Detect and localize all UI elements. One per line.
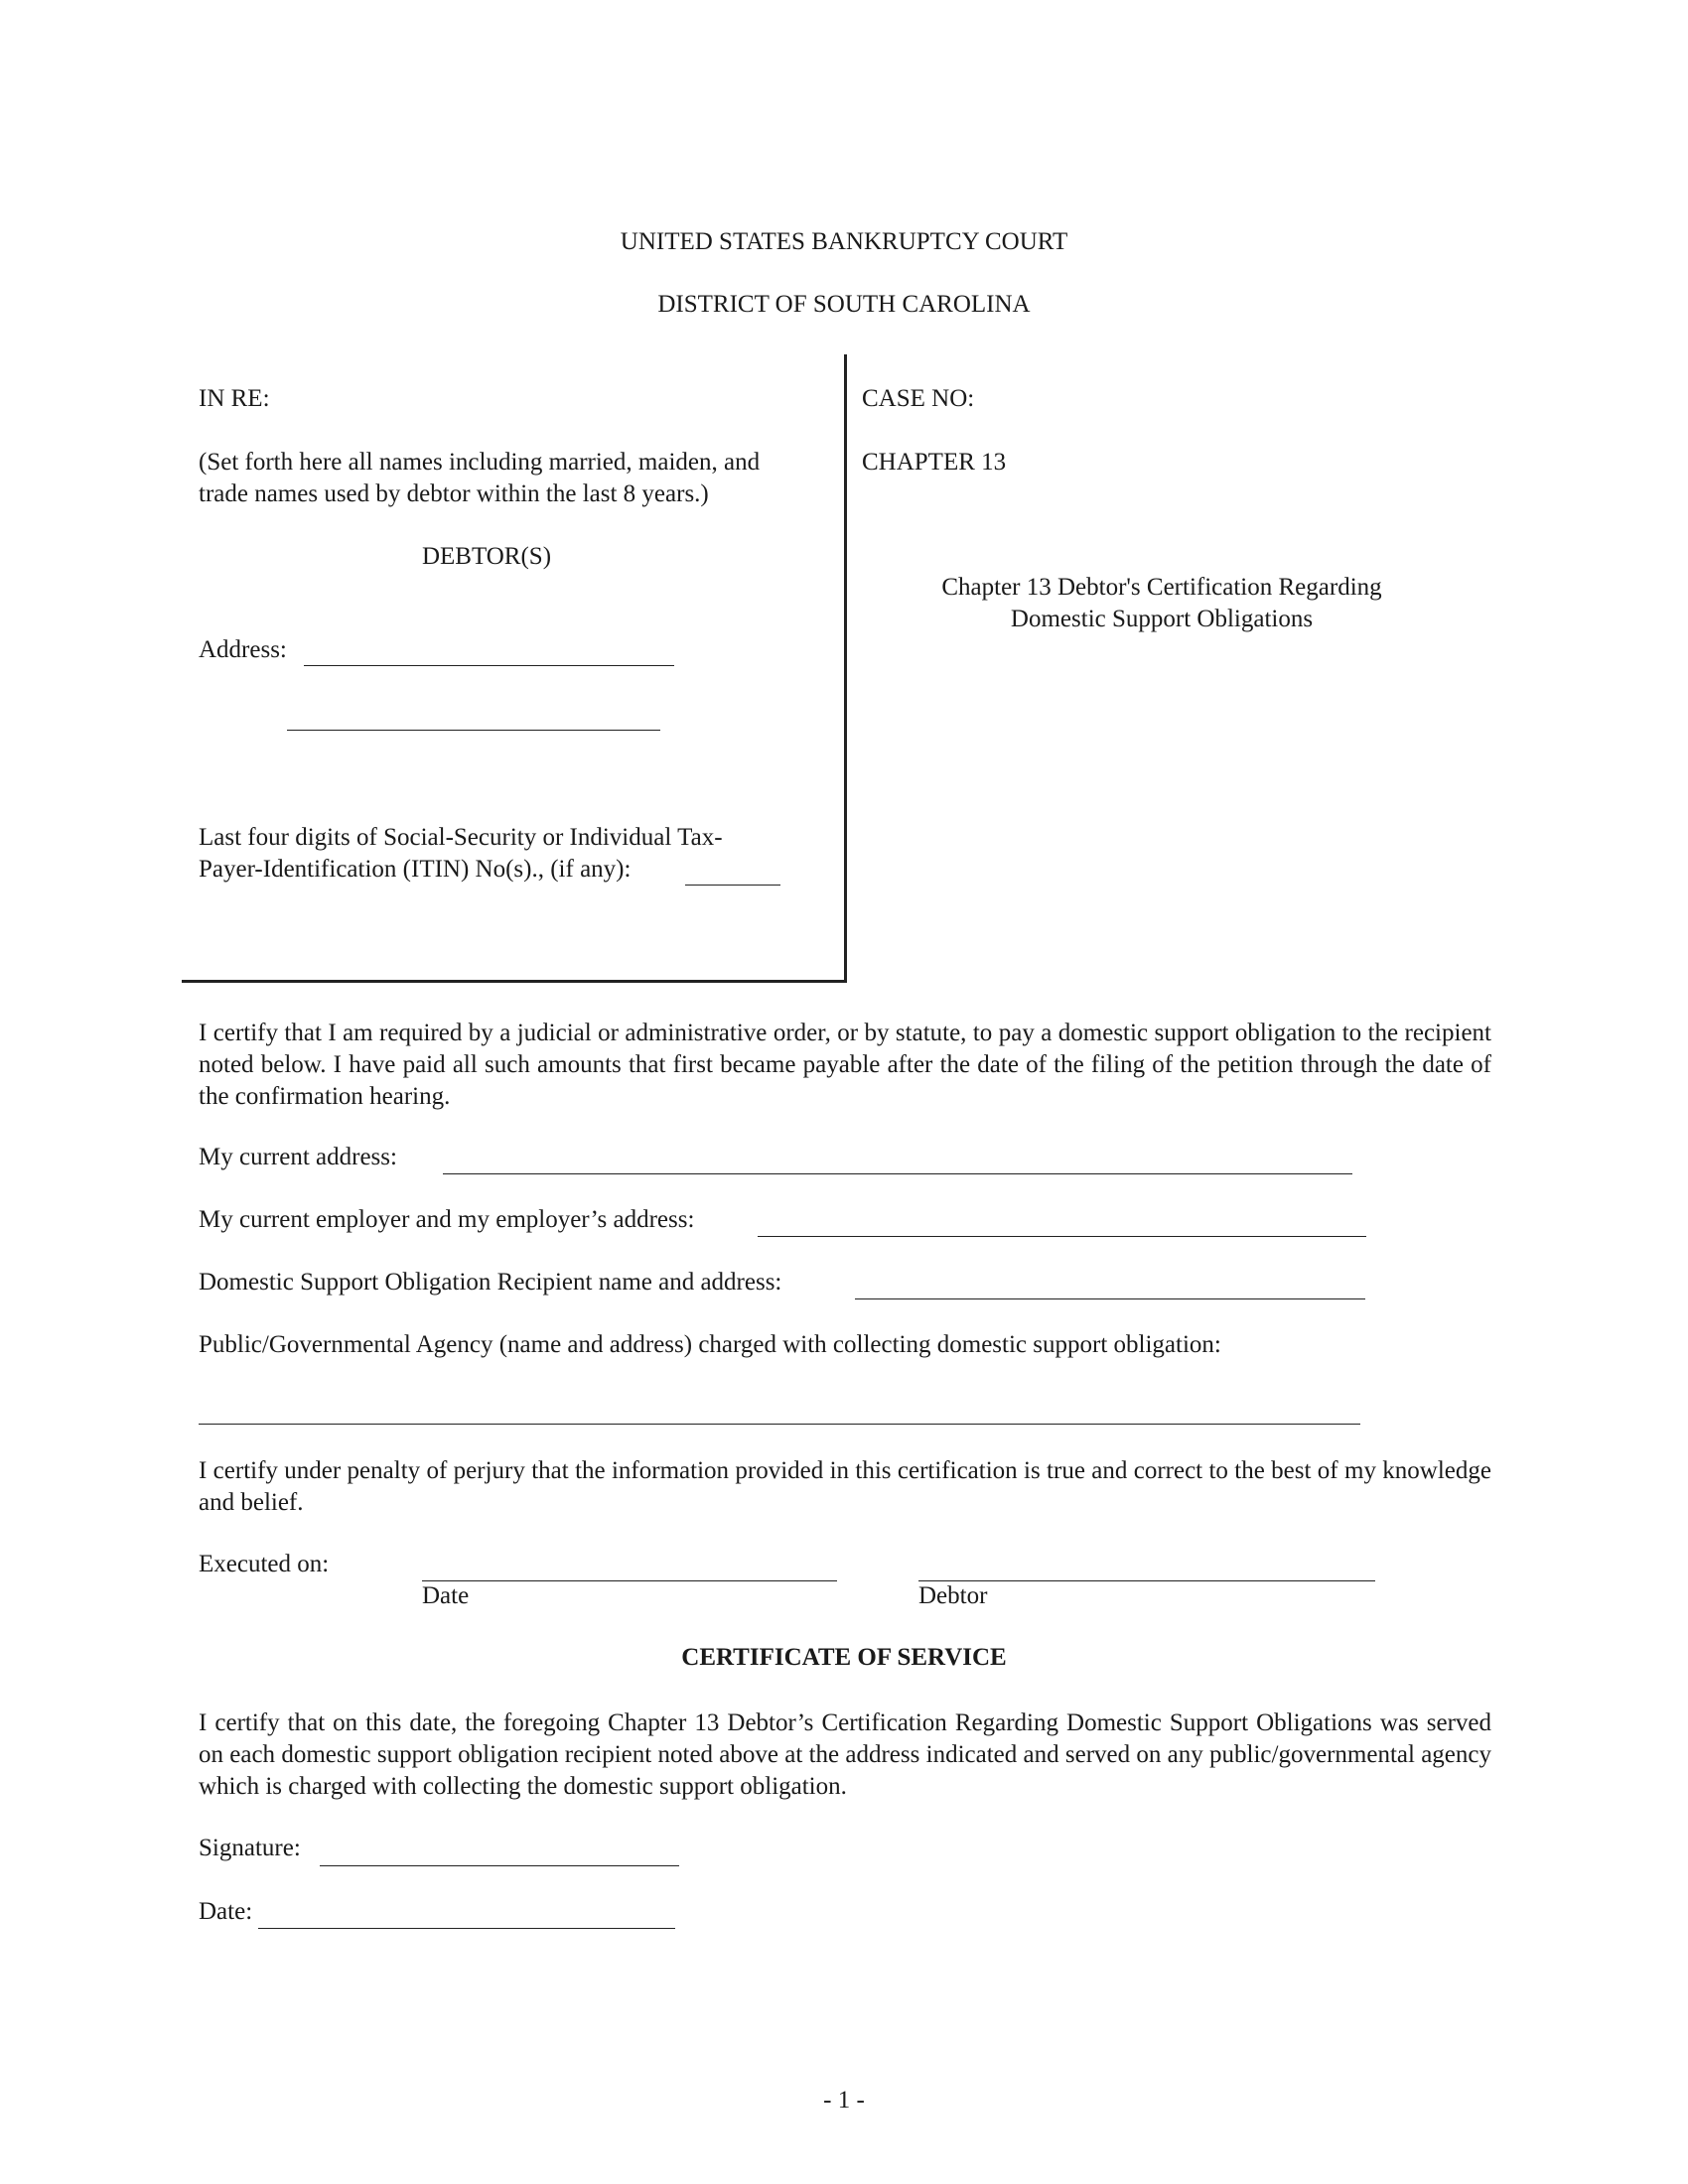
recipient-line[interactable] (855, 1298, 1365, 1299)
names-instruction-line1: (Set forth here all names including married, maiden, and (199, 449, 761, 476)
date-caption: Date (422, 1582, 470, 1609)
debtor-label: DEBTOR(S) (421, 543, 552, 570)
court-title: UNITED STATES BANKRUPTCY COURT (620, 228, 1068, 255)
executed-date-line[interactable] (422, 1580, 837, 1581)
employer-label: My current employer and my employer’s address: (199, 1206, 695, 1233)
address-label: Address: (199, 636, 287, 663)
debtor-signature-line[interactable] (918, 1580, 1375, 1581)
signature-label: Signature: (199, 1835, 301, 1861)
caption-bottom-rule (182, 980, 847, 983)
service-date-label: Date: (199, 1898, 253, 1925)
page-number: - 1 - (823, 2087, 865, 2114)
service-date-line[interactable] (258, 1928, 675, 1929)
document-title-line1: Chapter 13 Debtor's Certification Regarding (941, 574, 1382, 601)
recipient-label: Domestic Support Obligation Recipient name and address: (199, 1269, 782, 1296)
current-address-label: My current address: (199, 1144, 397, 1170)
employer-line[interactable] (758, 1236, 1366, 1237)
in-re-label: IN RE: (199, 385, 270, 412)
caption-vertical-divider (844, 354, 847, 983)
names-instruction-line2: trade names used by debtor within the last 8 years.) (199, 480, 709, 507)
executed-on-label: Executed on: (199, 1551, 330, 1577)
current-address-line[interactable] (443, 1173, 1352, 1174)
ssn-line[interactable] (685, 885, 780, 886)
case-no-label: CASE NO: (862, 385, 975, 412)
ssn-label-line2: Payer-Identification (ITIN) No(s)., (if any): (199, 856, 632, 883)
certification-paragraph: I certify that I am required by a judicial or administrative order, or by statute, to pay a domestic support obligation to the recipient noted below. I have paid all such amounts that first became payable after the date of the filing of the petition through the date of the confirmation hearing. (199, 1020, 1491, 1110)
signature-line[interactable] (320, 1865, 679, 1866)
debtor-caption: Debtor (918, 1582, 988, 1609)
agency-line[interactable] (199, 1424, 1360, 1425)
perjury-paragraph: I certify under penalty of perjury that the information provided in this certification is true and correct to the best of my knowledge and belief. (199, 1457, 1491, 1516)
chapter-label: CHAPTER 13 (862, 449, 1007, 476)
address-line-2[interactable] (287, 730, 660, 731)
service-paragraph: I certify that on this date, the foregoing Chapter 13 Debtor’s Certification Regarding Domestic Support Obligations was served on each domestic support obligation recipient noted above at the address indicated and served on any public/governmental agency which is charged with collecting the domestic support obligation. (199, 1709, 1491, 1800)
district-title: DISTRICT OF SOUTH CAROLINA (657, 291, 1031, 318)
document-title-line2: Domestic Support Obligations (1010, 606, 1314, 632)
certificate-of-service-heading: CERTIFICATE OF SERVICE (681, 1644, 1007, 1671)
ssn-label-line1: Last four digits of Social-Security or Individual Tax- (199, 824, 723, 851)
agency-label: Public/Governmental Agency (name and address) charged with collecting domestic support obligation: (199, 1331, 1221, 1358)
address-line-1[interactable] (304, 665, 674, 666)
